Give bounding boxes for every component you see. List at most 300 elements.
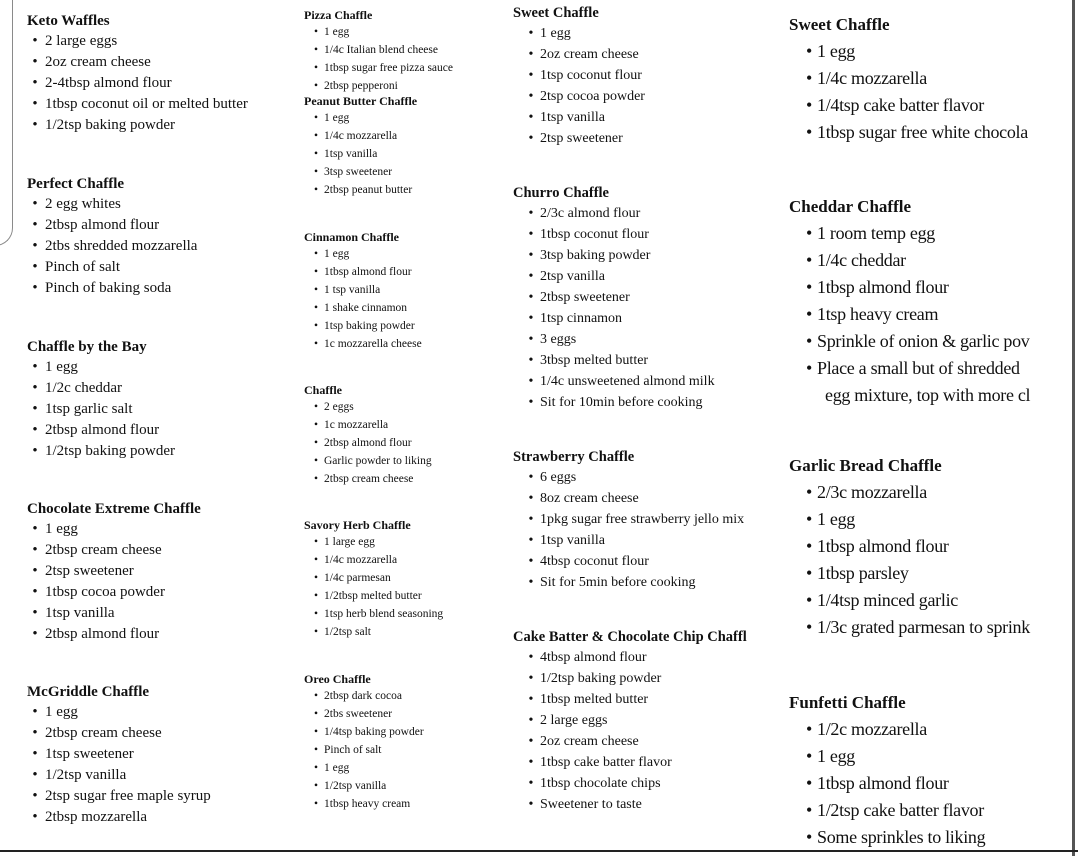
bullet-icon: •	[313, 726, 319, 738]
bottom-rule	[0, 850, 1078, 852]
bullet-icon: •	[528, 290, 534, 305]
ingredient-item	[304, 452, 432, 470]
ingredient-text: 1 tsp vanilla	[324, 284, 381, 296]
bullet-icon: •	[32, 259, 38, 275]
ingredient-item	[789, 506, 1044, 533]
bullet-icon: •	[528, 110, 534, 125]
ingredient-text: 1tbsp chocolate chips	[540, 776, 661, 791]
recipe-cake-batter-chocolate-chip-chaffle	[513, 627, 767, 815]
bullet-icon: •	[805, 746, 812, 766]
ingredient-text: Pinch of salt	[324, 744, 382, 756]
bullet-icon: •	[528, 776, 534, 791]
ingredient-item	[304, 281, 422, 299]
bullet-icon: •	[528, 692, 534, 707]
recipe-keto-waffles	[27, 11, 248, 136]
bullet-icon: •	[32, 767, 38, 783]
ingredient-item	[27, 807, 211, 828]
bullet-icon: •	[32, 359, 38, 375]
ingredient-item	[789, 797, 1044, 824]
recipe-title: Savory Herb Chaffle	[304, 518, 411, 532]
recipe-title: Pizza Chaffle	[304, 8, 373, 22]
ingredient-list	[304, 23, 453, 95]
bullet-icon: •	[313, 744, 319, 756]
ingredient-text: 1tbsp sugar free white chocola	[817, 122, 1028, 142]
ingredient-item	[27, 236, 197, 257]
recipe-churro-chaffle	[513, 183, 715, 413]
recipe-peanut-butter-chaffle	[304, 93, 417, 199]
ingredient-item	[513, 530, 744, 551]
ingredient-item	[304, 317, 422, 335]
page-edge	[1072, 0, 1075, 856]
ingredient-text: 1 shake cinnamon	[324, 302, 408, 314]
bullet-icon: •	[32, 196, 38, 212]
ingredient-text: 1/2tsp salt	[324, 626, 371, 638]
ingredient-item	[27, 702, 211, 723]
ingredient-item	[513, 266, 715, 287]
bullet-icon: •	[32, 809, 38, 825]
ingredient-item	[513, 488, 744, 509]
bullet-icon: •	[528, 470, 534, 485]
bullet-icon: •	[32, 746, 38, 762]
bullet-icon: •	[528, 47, 534, 62]
ingredient-text: 1tsp garlic salt	[45, 401, 133, 417]
recipe-title: Strawberry Chaffle	[513, 449, 635, 465]
ingredient-item	[513, 128, 645, 149]
ingredient-list	[304, 245, 422, 353]
ingredient-text: Some sprinkles to liking	[817, 827, 986, 847]
ingredient-text: 1tsp vanilla	[540, 110, 605, 125]
ingredient-item	[304, 551, 443, 569]
bullet-icon: •	[313, 284, 319, 296]
recipe-title: Chocolate Extreme Chaffle	[27, 501, 201, 517]
bullet-icon: •	[32, 54, 38, 70]
ingredient-text: 1/2tsp baking powder	[45, 117, 175, 133]
ingredient-text: 1 egg	[817, 509, 855, 529]
ingredient-item	[304, 759, 424, 777]
ingredient-item	[513, 668, 767, 689]
ingredient-text: 1pkg sugar free strawberry jello mix	[540, 512, 745, 527]
ingredient-text: 1tsp coconut flour	[540, 68, 642, 83]
ingredient-item	[304, 299, 422, 317]
ingredient-item	[789, 824, 1044, 851]
ingredient-text: 1c mozzarella cheese	[324, 338, 422, 350]
bullet-icon: •	[805, 590, 812, 610]
ingredient-text: 2/3c almond flour	[540, 206, 641, 221]
bullet-icon: •	[32, 217, 38, 233]
ingredient-text: 3tbsp melted butter	[540, 353, 649, 368]
ingredient-item	[789, 92, 1044, 119]
bullet-icon: •	[32, 626, 38, 642]
ingredient-item	[789, 220, 1044, 247]
bullet-icon: •	[805, 773, 812, 793]
ingredient-item	[27, 94, 248, 115]
bullet-icon: •	[313, 44, 319, 56]
ingredient-item	[27, 582, 201, 603]
bullet-icon: •	[528, 269, 534, 284]
recipe-title: Chaffle	[304, 383, 342, 397]
bullet-icon: •	[313, 26, 319, 38]
ingredient-text: 1/4tsp minced garlic	[817, 590, 958, 610]
ingredient-item	[789, 587, 1044, 614]
ingredient-text: 4tbsp almond flour	[540, 650, 647, 665]
ingredient-text: 1/2tsp cake batter flavor	[817, 800, 984, 820]
recipe-title: Cheddar Chaffle	[789, 197, 911, 216]
ingredient-list	[304, 398, 432, 488]
ingredient-text: 1tsp vanilla	[540, 533, 605, 548]
recipe-title: Sweet Chaffle	[789, 15, 890, 34]
recipe-chaffle	[304, 382, 432, 488]
ingredient-item	[27, 52, 248, 73]
ingredient-item	[27, 441, 175, 462]
ingredient-item	[304, 23, 453, 41]
bullet-icon: •	[313, 590, 319, 602]
recipe-title: Cake Batter & Chocolate Chip Chaffl	[513, 629, 747, 645]
bullet-icon: •	[805, 800, 812, 820]
recipe-oreo-chaffle	[304, 671, 424, 813]
ingredient-text: 1/2tbsp melted butter	[324, 590, 422, 602]
ingredient-text: 2tbsp almond flour	[45, 626, 160, 642]
ingredient-text: 2oz cream cheese	[540, 47, 639, 62]
ingredient-text: 3tsp baking powder	[540, 248, 651, 263]
ingredient-item	[789, 119, 1044, 146]
ingredient-item	[304, 145, 417, 163]
bullet-icon: •	[32, 33, 38, 49]
bullet-icon: •	[313, 166, 319, 178]
bullet-icon: •	[528, 713, 534, 728]
ingredient-text: 2-4tbsp almond flour	[45, 75, 172, 91]
ingredient-text: Garlic powder to liking	[324, 455, 432, 467]
ingredient-text: 2tsp sweetener	[45, 563, 134, 579]
ingredient-item	[304, 533, 443, 551]
ingredient-text: 1/4c parmesan	[324, 572, 391, 584]
bullet-icon: •	[313, 473, 319, 485]
bullet-icon: •	[32, 401, 38, 417]
bullet-icon: •	[313, 608, 319, 620]
ingredient-list	[789, 479, 1044, 641]
ingredient-text: 2tbsp cream cheese	[45, 542, 162, 558]
ingredient-text: 1tsp cinnamon	[540, 311, 623, 326]
ingredient-text: 1tsp sweetener	[45, 746, 134, 762]
ingredient-item	[789, 533, 1044, 560]
ingredient-text: 3tsp sweetener	[324, 166, 393, 178]
ingredient-text: Sprinkle of onion & garlic pov	[817, 331, 1030, 351]
ingredient-item	[789, 614, 1044, 641]
ingredient-text: 1tbsp almond flour	[324, 266, 412, 278]
ingredient-text: 1 large egg	[324, 536, 375, 548]
bullet-icon: •	[32, 96, 38, 112]
ingredient-item	[304, 723, 424, 741]
bullet-icon: •	[528, 671, 534, 686]
bullet-icon: •	[528, 89, 534, 104]
page-curl-shadow	[0, 0, 13, 246]
ingredient-list	[513, 203, 715, 413]
ingredient-item	[304, 741, 424, 759]
ingredient-text: 1tbsp heavy cream	[324, 798, 411, 810]
bullet-icon: •	[32, 584, 38, 600]
recipe-title: Garlic Bread Chaffle	[789, 456, 942, 475]
bullet-icon: •	[313, 248, 319, 260]
ingredient-text: 2/3c mozzarella	[817, 482, 927, 502]
ingredient-item	[27, 603, 201, 624]
recipe-title: Perfect Chaffle	[27, 176, 125, 192]
bullet-icon: •	[313, 455, 319, 467]
ingredient-item	[304, 59, 453, 77]
ingredient-item	[304, 41, 453, 59]
bullet-icon: •	[805, 304, 812, 324]
ingredient-text: 3 eggs	[540, 332, 577, 347]
ingredient-text: 1tsp vanilla	[45, 605, 115, 621]
ingredient-text: 1tbsp parsley	[817, 563, 909, 583]
bullet-icon: •	[32, 788, 38, 804]
bullet-icon: •	[313, 572, 319, 584]
bullet-icon: •	[528, 491, 534, 506]
ingredient-item	[27, 31, 248, 52]
ingredient-text: Pinch of salt	[45, 259, 120, 275]
bullet-icon: •	[805, 617, 812, 637]
ingredient-text: 1 egg	[45, 704, 78, 720]
ingredient-item	[513, 329, 715, 350]
ingredient-list	[304, 533, 443, 641]
ingredient-item	[304, 398, 432, 416]
ingredient-item	[789, 301, 1044, 328]
ingredient-text: 1/4tsp baking powder	[324, 726, 424, 738]
ingredient-item	[304, 795, 424, 813]
ingredient-item	[304, 777, 424, 795]
ingredient-list	[789, 716, 1044, 851]
bullet-icon: •	[805, 122, 812, 142]
ingredient-item	[304, 687, 424, 705]
ingredient-text: 2oz cream cheese	[45, 54, 151, 70]
ingredient-item	[27, 257, 197, 278]
ingredient-text: 1 egg	[324, 112, 350, 124]
ingredient-item	[513, 647, 767, 668]
ingredient-text: 2tsp sweetener	[540, 131, 623, 146]
bullet-icon: •	[32, 704, 38, 720]
ingredient-text: 1tbsp coconut flour	[540, 227, 649, 242]
bullet-icon: •	[32, 422, 38, 438]
bullet-icon: •	[528, 575, 534, 590]
ingredient-item	[513, 107, 645, 128]
ingredient-text: 1/3c grated parmesan to sprink	[817, 617, 1030, 637]
ingredient-text: 2 egg whites	[45, 196, 121, 212]
bullet-icon: •	[313, 80, 319, 92]
ingredient-item	[27, 744, 211, 765]
bullet-icon: •	[528, 650, 534, 665]
ingredient-item	[513, 287, 715, 308]
bullet-icon: •	[313, 320, 319, 332]
ingredient-text: 6 eggs	[540, 470, 577, 485]
ingredient-item	[27, 765, 211, 786]
bullet-icon: •	[32, 605, 38, 621]
bullet-icon: •	[528, 332, 534, 347]
bullet-icon: •	[805, 563, 812, 583]
bullet-icon: •	[528, 26, 534, 41]
bullet-icon: •	[528, 131, 534, 146]
recipe-title: Keto Waffles	[27, 13, 110, 29]
ingredient-text: 2 large eggs	[540, 713, 608, 728]
ingredient-item	[304, 245, 422, 263]
ingredient-item	[513, 23, 645, 44]
ingredient-list	[789, 220, 1044, 409]
ingredient-text: 2tbsp almond flour	[45, 422, 160, 438]
ingredient-item	[27, 378, 175, 399]
ingredient-list	[513, 647, 767, 815]
ingredient-list	[513, 467, 744, 593]
ingredient-text: 1tsp heavy cream	[817, 304, 939, 324]
ingredient-text: 2 large eggs	[45, 33, 118, 49]
ingredient-item	[789, 274, 1044, 301]
ingredient-item	[789, 38, 1044, 65]
bullet-icon: •	[528, 374, 534, 389]
ingredient-item	[789, 355, 1044, 382]
bullet-icon: •	[528, 797, 534, 812]
bullet-icon: •	[313, 626, 319, 638]
ingredient-text: 1tbsp almond flour	[817, 277, 949, 297]
ingredient-item	[789, 770, 1044, 797]
ingredient-text: Sweetener to taste	[540, 797, 642, 812]
ingredient-item	[513, 65, 645, 86]
bullet-icon: •	[32, 238, 38, 254]
recipe-mcgriddle-chaffle	[27, 682, 211, 828]
ingredient-text: 2tbsp dark cocoa	[324, 690, 402, 702]
ingredient-item	[27, 561, 201, 582]
ingredient-item	[513, 86, 645, 107]
ingredient-text: 1/2tsp baking powder	[45, 443, 175, 459]
bullet-icon: •	[528, 227, 534, 242]
ingredient-item	[513, 392, 715, 413]
ingredient-list	[27, 519, 201, 645]
ingredient-item	[304, 181, 417, 199]
bullet-icon: •	[313, 798, 319, 810]
ingredient-item	[304, 587, 443, 605]
recipe-title: Churro Chaffle	[513, 185, 609, 201]
ingredient-item	[789, 479, 1044, 506]
bullet-icon: •	[32, 725, 38, 741]
ingredient-item	[304, 263, 422, 281]
bullet-icon: •	[528, 734, 534, 749]
ingredient-item	[513, 572, 744, 593]
ingredient-item	[513, 224, 715, 245]
ingredient-item	[27, 786, 211, 807]
bullet-icon: •	[528, 533, 534, 548]
ingredient-item	[513, 752, 767, 773]
ingredient-text: 1tbsp melted butter	[540, 692, 649, 707]
ingredient-item	[27, 540, 201, 561]
bullet-icon: •	[805, 331, 812, 351]
recipe-cinnamon-chaffle	[304, 229, 422, 353]
ingredient-item	[513, 371, 715, 392]
recipe-strawberry-chaffle	[513, 447, 744, 593]
bullet-icon: •	[528, 554, 534, 569]
bullet-icon: •	[313, 148, 319, 160]
bullet-icon: •	[313, 708, 319, 720]
recipe-title: Chaffle by the Bay	[27, 339, 147, 355]
ingredient-item	[27, 278, 197, 299]
ingredient-item	[789, 743, 1044, 770]
ingredient-text: 2tbsp cream cheese	[324, 473, 414, 485]
bullet-icon: •	[805, 95, 812, 115]
recipe-pizza-chaffle	[304, 7, 453, 95]
bullet-icon: •	[528, 206, 534, 221]
ingredient-item	[789, 716, 1044, 743]
bullet-icon: •	[805, 482, 812, 502]
recipe-title: McGriddle Chaffle	[27, 684, 150, 700]
bullet-icon: •	[805, 223, 812, 243]
ingredient-item	[27, 420, 175, 441]
ingredient-item	[789, 560, 1044, 587]
ingredient-text: 1 egg	[45, 521, 78, 537]
ingredient-item	[513, 467, 744, 488]
bullet-icon: •	[805, 719, 812, 739]
ingredient-item	[789, 65, 1044, 92]
bullet-icon: •	[805, 277, 812, 297]
bullet-icon: •	[805, 509, 812, 529]
ingredient-text: 1tsp vanilla	[324, 148, 378, 160]
ingredient-text: 1 egg	[324, 26, 350, 38]
ingredient-item	[304, 605, 443, 623]
ingredient-text: 1tbsp almond flour	[817, 536, 949, 556]
bullet-icon: •	[313, 419, 319, 431]
ingredient-item	[27, 519, 201, 540]
ingredient-list	[27, 31, 248, 136]
ingredient-text: 1/4c Italian blend cheese	[324, 44, 438, 56]
ingredient-text: 1tbsp almond flour	[817, 773, 949, 793]
bullet-icon: •	[32, 380, 38, 396]
ingredient-text: 1/4c mozzarella	[324, 130, 398, 142]
ingredient-text: 1tbsp coconut oil or melted butter	[45, 96, 248, 112]
ingredient-item	[27, 624, 201, 645]
recipe-sweet-chaffle-cake-batter	[789, 12, 1044, 146]
ingredient-list	[27, 357, 175, 462]
recipe-title: Funfetti Chaffle	[789, 693, 906, 712]
ingredient-item	[27, 723, 211, 744]
bullet-icon: •	[805, 358, 812, 378]
ingredient-text: 1/4c unsweetened almond milk	[540, 374, 715, 389]
recipe-chaffle-by-the-bay	[27, 337, 175, 462]
bullet-icon: •	[313, 338, 319, 350]
ingredient-text: 1 egg	[45, 359, 78, 375]
ingredient-item	[513, 44, 645, 65]
ingredient-text: 2tbs sweetener	[324, 708, 393, 720]
ingredient-item	[27, 357, 175, 378]
ingredient-text: 1 room temp egg	[817, 223, 935, 243]
ingredient-text: 1c mozzarella	[324, 419, 389, 431]
bullet-icon: •	[313, 302, 319, 314]
ingredient-item	[513, 773, 767, 794]
ingredient-item	[27, 73, 248, 94]
bullet-icon: •	[313, 437, 319, 449]
ingredient-list	[304, 687, 424, 813]
ingredient-text: 4tbsp coconut flour	[540, 554, 649, 569]
ingredient-text: 2tbsp almond flour	[324, 437, 412, 449]
bullet-icon: •	[313, 112, 319, 124]
ingredient-item	[513, 551, 744, 572]
ingredient-text: 2tbsp almond flour	[45, 217, 160, 233]
ingredient-item	[27, 215, 197, 236]
ingredient-text: 1/2tsp vanilla	[45, 767, 127, 783]
ingredient-item	[27, 399, 175, 420]
bullet-icon: •	[528, 353, 534, 368]
ingredient-text: 1/2tsp vanilla	[324, 780, 387, 792]
recipe-perfect-chaffle	[27, 174, 197, 299]
ingredient-text: Sit for 5min before cooking	[540, 575, 696, 590]
ingredient-item	[304, 163, 417, 181]
ingredient-item	[304, 335, 422, 353]
ingredient-text: Sit for 10min before cooking	[540, 395, 703, 410]
recipe-title: Cinnamon Chaffle	[304, 230, 400, 244]
bullet-icon: •	[528, 248, 534, 263]
ingredient-text: 1 egg	[540, 26, 571, 41]
